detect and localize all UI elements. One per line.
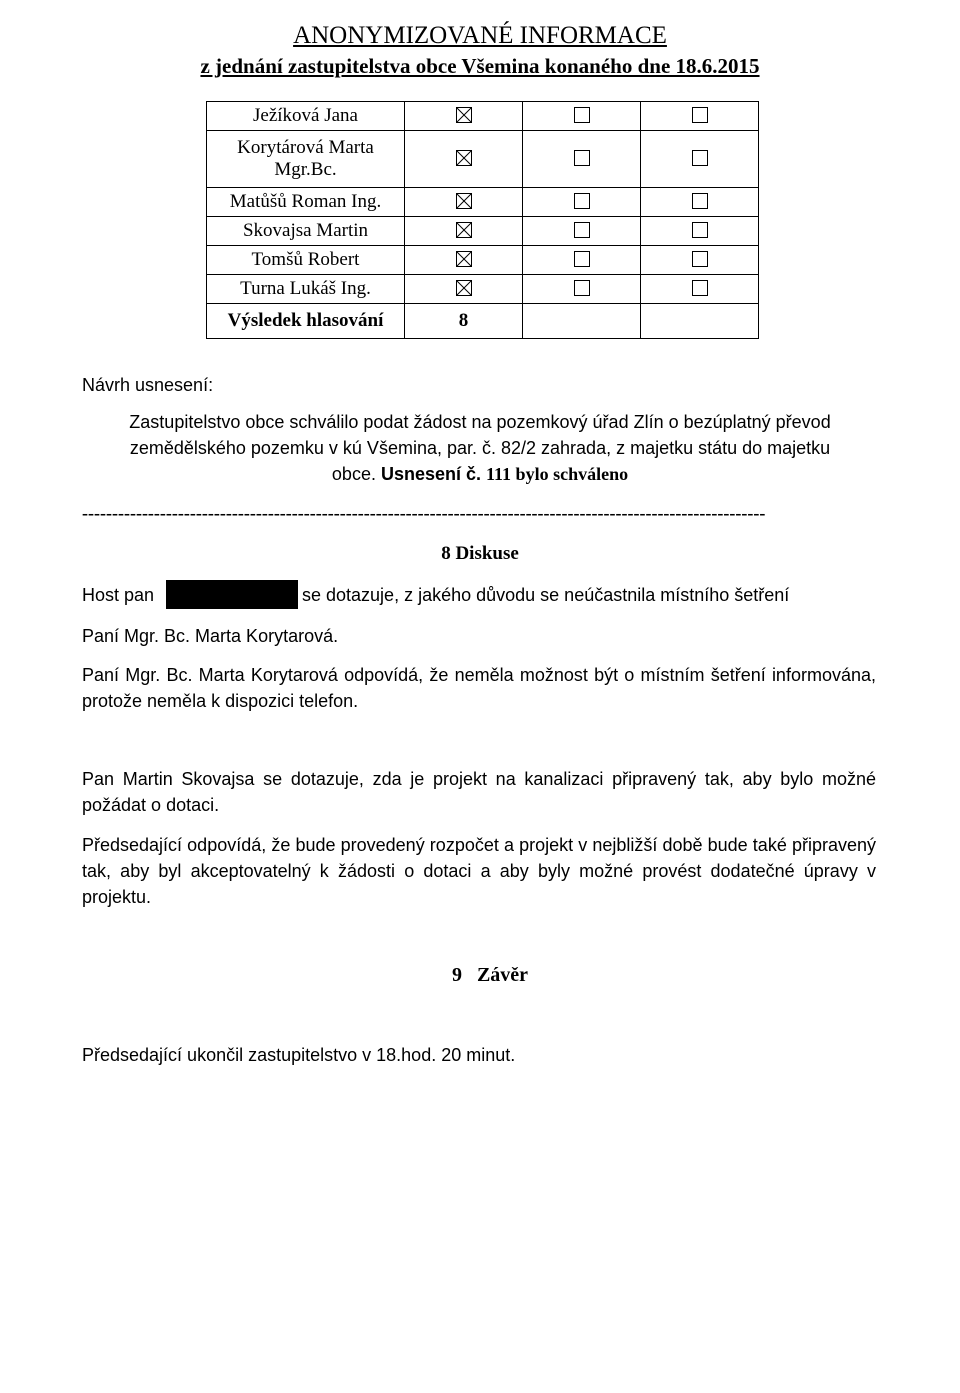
- member-name: [207, 275, 405, 304]
- member-name-line: Mgr.Bc.: [274, 159, 337, 180]
- vote-cell: [405, 102, 523, 131]
- vote-cell: [523, 217, 641, 246]
- proposal-line-end: obce.: [331, 464, 376, 484]
- proposal-line: zemědělského pozemku v kú Všemina, par. č. 82/2 zahrada, z majetku státu do majetku: [129, 438, 831, 458]
- empty-checkbox-icon: [574, 150, 590, 166]
- member-name-line: Ježíková Jana: [253, 105, 358, 126]
- member-name: [207, 188, 405, 217]
- separator-line: ------------------------------------------------------------------------------------------------------------------: [82, 503, 766, 523]
- vote-cell: [405, 131, 523, 188]
- vote-row: [207, 217, 759, 246]
- member-name: [207, 217, 405, 246]
- discussion-heading: 8 Diskuse: [441, 543, 519, 564]
- checked-checkbox-icon: [456, 107, 472, 123]
- resolution-label: Usnesení č.: [380, 464, 482, 484]
- vote-row: [207, 131, 759, 188]
- proposal-heading: Návrh usnesení:: [82, 375, 214, 395]
- checked-checkbox-icon: [456, 280, 472, 296]
- guest-question: se dotazuje, z jakého důvodu se neúčastnila místního šetření: [302, 585, 790, 605]
- vote-cell: [641, 102, 759, 131]
- document-title: ANONYMIZOVANÉ INFORMACE: [293, 22, 667, 49]
- discussion-paragraph: Předsedající odpovídá, že bude provedený rozpočet a projekt v nejbližší době bude také připravený tak, aby byl akceptovatelný k žádosti o dotaci a aby byly možné provést dodatečné úpravy v projektu.: [82, 835, 876, 907]
- empty-checkbox-icon: [692, 193, 708, 209]
- vote-cell: [523, 131, 641, 188]
- discussion-paragraph: Paní Mgr. Bc. Marta Korytarová odpovídá, že neměla možnost být o místním šetření informována, protože neměla k dispozici telefon.: [82, 665, 876, 711]
- empty-checkbox-icon: [692, 251, 708, 267]
- vote-cell: [641, 188, 759, 217]
- conclusion-text: Předsedající ukončil zastupitelstvo v 18.hod. 20 minut.: [82, 1045, 516, 1065]
- proposal-line-last: [100, 461, 860, 487]
- vote-table: [206, 101, 759, 339]
- checked-checkbox-icon: [456, 251, 472, 267]
- vote-cell: [523, 246, 641, 275]
- discussion-paragraph: Pan Martin Skovajsa se dotazuje, zda je projekt na kanalizaci připravený tak, aby bylo možné požádat o dotaci.: [82, 769, 876, 815]
- document-subtitle: z jednání zastupitelstva obce Všemina konaného dne 18.6.2015: [200, 54, 760, 78]
- vote-cell: [641, 275, 759, 304]
- empty-checkbox-icon: [574, 193, 590, 209]
- conclusion-heading: 9 Závěr: [451, 964, 529, 986]
- vote-result-value: 8: [405, 304, 523, 339]
- vote-cell: [405, 246, 523, 275]
- member-name-line: Tomšů Robert: [251, 249, 360, 270]
- empty-checkbox-icon: [574, 222, 590, 238]
- member-name: [207, 246, 405, 275]
- proposal-text: [100, 409, 860, 487]
- vote-cell: [405, 217, 523, 246]
- member-name-line: Turna Lukáš Ing.: [240, 278, 371, 299]
- member-name: [207, 102, 405, 131]
- empty-checkbox-icon: [692, 107, 708, 123]
- empty-checkbox-icon: [692, 280, 708, 296]
- checked-checkbox-icon: [456, 193, 472, 209]
- vote-row: [207, 188, 759, 217]
- vote-row: [207, 275, 759, 304]
- empty-checkbox-icon: [692, 222, 708, 238]
- guest-prefix: Host pan: [82, 585, 155, 605]
- resolution-text: 111 bylo schváleno: [486, 464, 629, 484]
- checked-checkbox-icon: [456, 222, 472, 238]
- vote-cell: [641, 131, 759, 188]
- vote-row: [207, 246, 759, 275]
- empty-checkbox-icon: [574, 251, 590, 267]
- member-name-line: Skovajsa Martin: [242, 220, 369, 241]
- vote-cell: [405, 275, 523, 304]
- checked-checkbox-icon: [456, 150, 472, 166]
- empty-checkbox-icon: [692, 150, 708, 166]
- redacted-name-bar: [166, 580, 298, 609]
- vote-result-label: Výsledek hlasování: [207, 304, 405, 339]
- empty-checkbox-icon: [574, 280, 590, 296]
- vote-row: [207, 102, 759, 131]
- vote-cell: [523, 102, 641, 131]
- member-name-line: Matůšů Roman Ing.: [229, 191, 382, 212]
- vote-cell: [523, 188, 641, 217]
- vote-cell: [641, 246, 759, 275]
- empty-checkbox-icon: [574, 107, 590, 123]
- vote-cell: [641, 217, 759, 246]
- proposal-line: Zastupitelstvo obce schválilo podat žádost na pozemkový úřad Zlín o bezúplatný převod: [129, 412, 831, 432]
- vote-cell: [523, 275, 641, 304]
- vote-cell: [405, 188, 523, 217]
- vote-empty-cell: [523, 304, 641, 339]
- vote-result-row: [207, 304, 759, 339]
- member-name: [207, 131, 405, 188]
- vote-empty-cell: [641, 304, 759, 339]
- discussion-line: Paní Mgr. Bc. Marta Korytarová.: [82, 626, 339, 646]
- member-name-line: Korytárová Marta: [237, 137, 374, 158]
